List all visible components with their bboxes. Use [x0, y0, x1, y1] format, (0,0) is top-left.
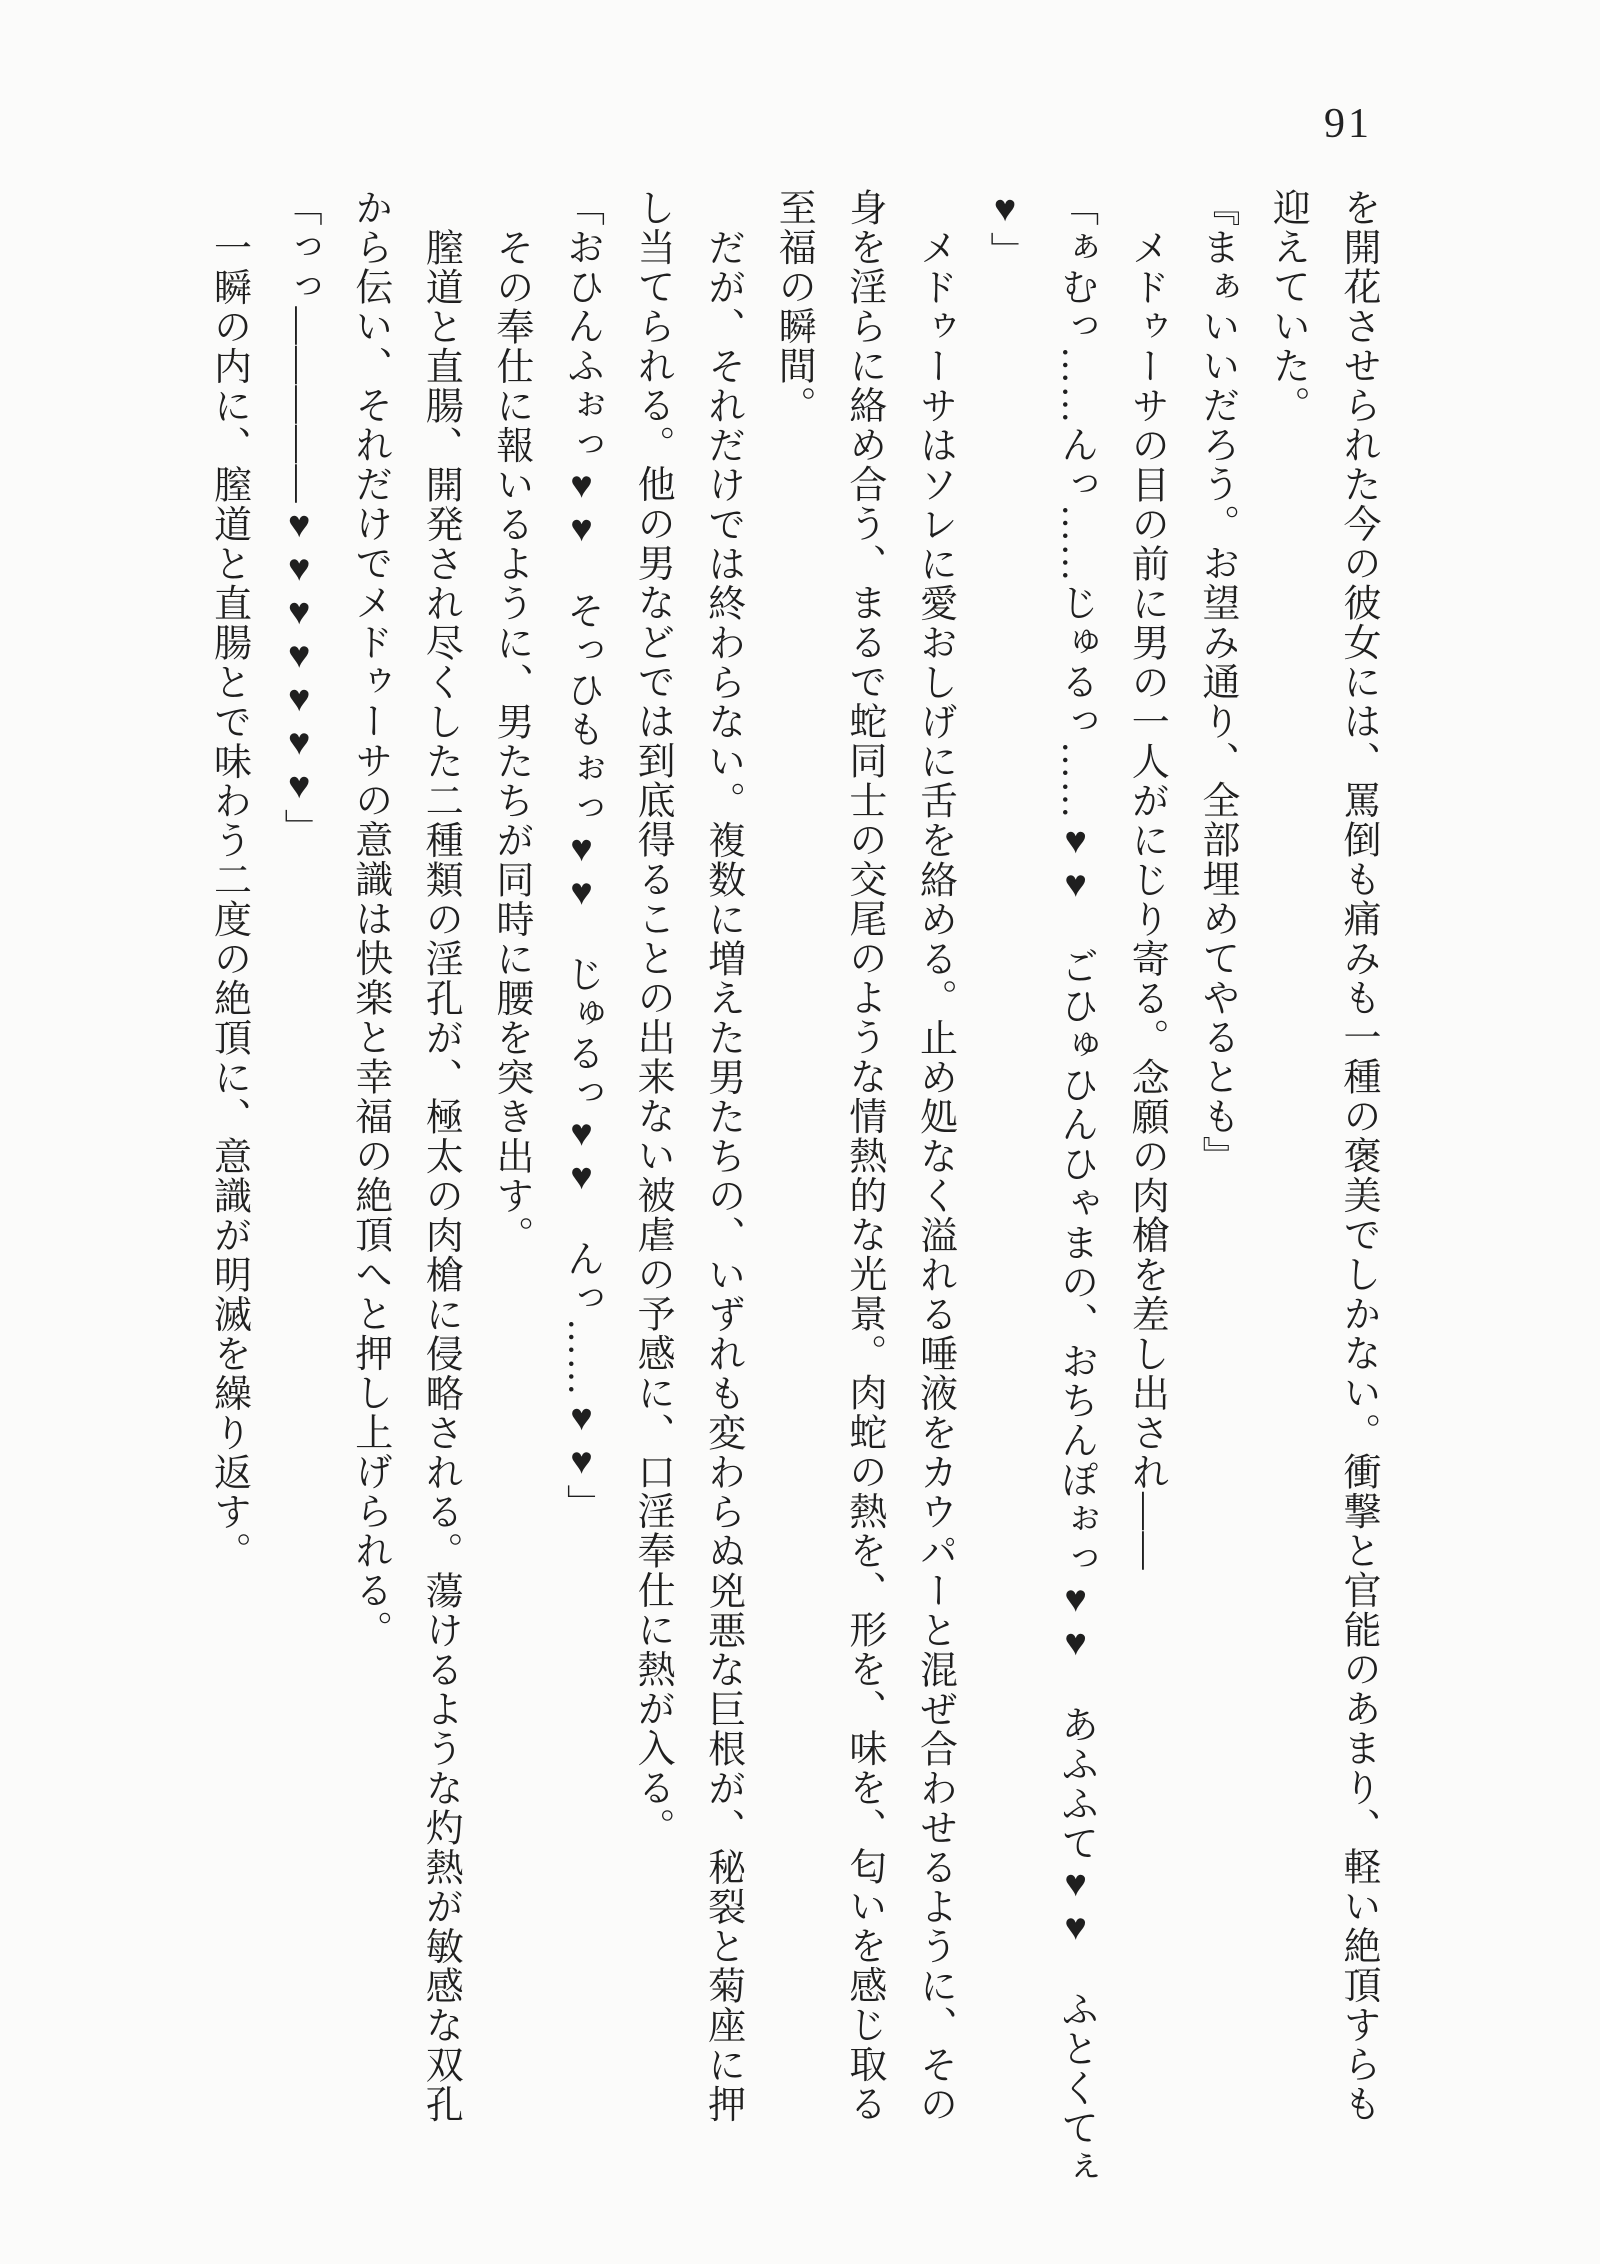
text-line: 「ぁむっ……んっ……じゅるっ……♥♥ ごひゅひんひゃまの、おちんぽぉっ♥♥ あふふて♥♥ ふとくてぇ — [1054, 188, 1097, 2187]
text-line: 身を淫らに絡め合う、まるで蛇同士の交尾のような情熱的な光景。肉蛇の熱を、形を、味を、匂いを感じ取る — [842, 188, 885, 2124]
text-block — [193, 188, 1393, 2187]
text-line: し当てられる。他の男などでは到底得ることの出来ない被虐の予感に、口淫奉仕に熱が入る。 — [631, 188, 674, 1847]
text-line: ♥」 — [984, 188, 1027, 271]
text-line: メドゥーサの目の前に男の一人がにじり寄る。念願の肉槍を差し出され―― — [1125, 228, 1168, 1571]
text-line: 『まぁいいだろう。お望み通り、全部埋めてやるとも』 — [1195, 188, 1238, 1176]
text-line: から伝い、それだけでメドゥーサの意識は快楽と幸福の絶頂へと押し上げられる。 — [348, 188, 391, 1650]
text-line: 一瞬の内に、膣道と直腸とで味わう二度の絶頂に、意識が明滅を繰り返す。 — [207, 228, 250, 1571]
page-number: 91 — [1324, 101, 1372, 147]
text-line: 「おひんふぉっ♥♥ そっひもぉっ♥♥ じゅるっ♥♥ んっ……♥♥」 — [560, 188, 603, 1524]
text-line: だが、それだけでは終わらない。複数に増えた男たちの、いずれも変わらぬ兇悪な巨根が、秘裂と菊座に押 — [701, 228, 744, 2124]
text-line: 「っっ―――――♥♥♥♥♥♥♥」 — [278, 188, 321, 848]
text-line: 迎えていた。 — [1266, 188, 1309, 425]
text-line: を開花させられた今の彼女には、罵倒も痛みも一種の褒美でしかない。衝撃と官能のあまり、軽い絶頂すらも — [1337, 188, 1379, 2124]
text-line: 膣道と直腸、開発され尽くした二種類の淫孔が、極太の肉槍に侵略される。蕩けるような灼熱が敏感な双孔 — [419, 228, 462, 2124]
text-line: その奉仕に報いるように、男たちが同時に腰を突き出す。 — [489, 228, 532, 1255]
text-line: 至福の瞬間。 — [772, 188, 815, 425]
text-line: メドゥーサはソレに愛おしげに舌を絡める。止め処なく溢れる唾液をカウパーと混ぜ合わせるように、その — [913, 228, 956, 2124]
